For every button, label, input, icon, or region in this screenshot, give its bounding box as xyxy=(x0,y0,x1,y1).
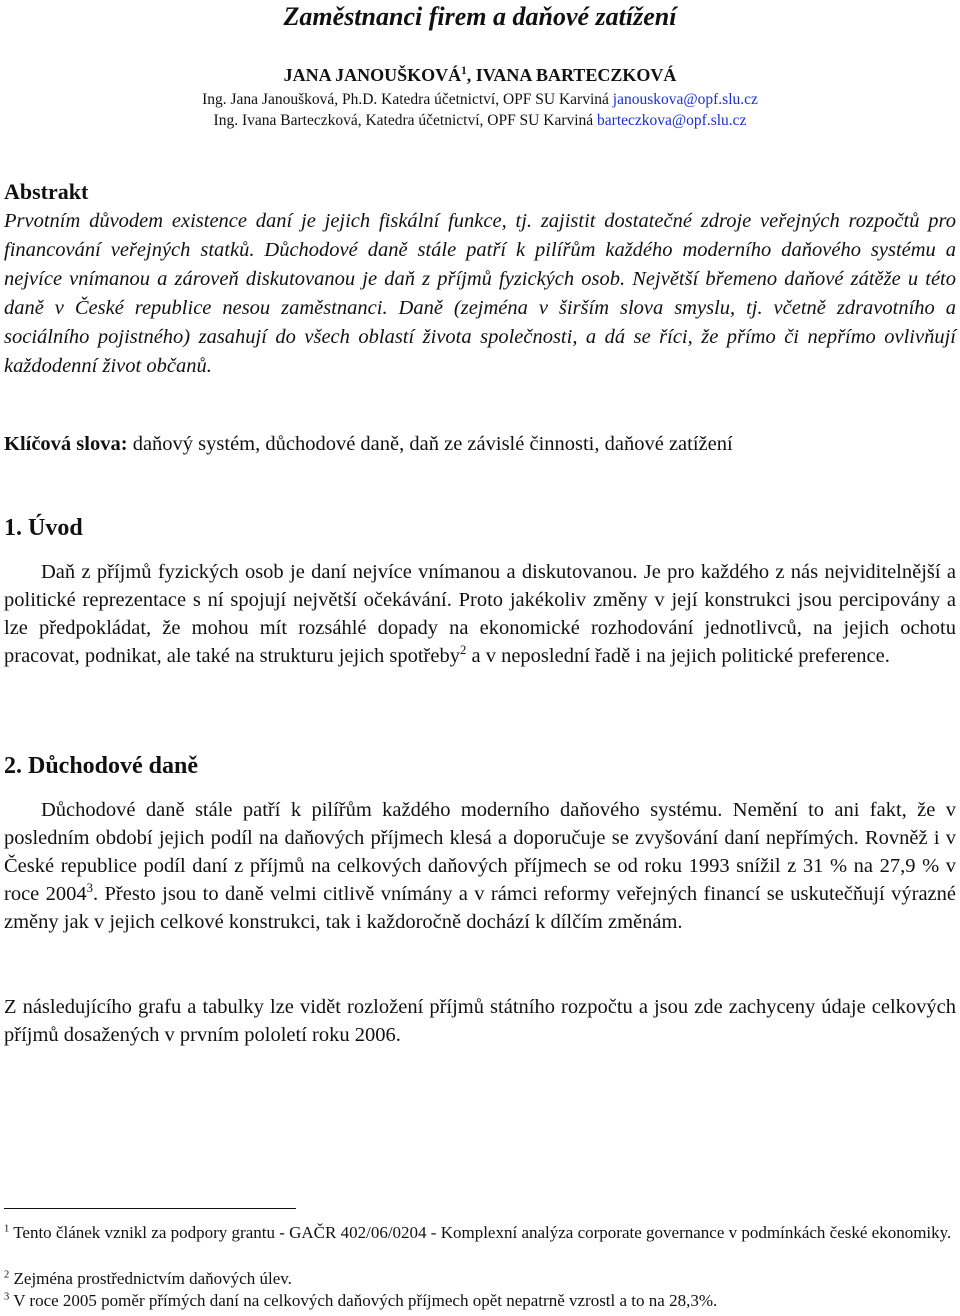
paragraph-text: . Přesto jsou to daně velmi citlivě vnímány a v rámci reformy veřejných financí se uskutečňují výrazné změny jak v jejich celkové konstrukci, tak i každoročně dochází k dílčím změnám. xyxy=(4,883,956,933)
keywords-text: daňový systém, důchodové daně, daň ze závislé činnosti, daňové zatížení xyxy=(127,433,733,455)
footnote-mark: 3 xyxy=(4,1291,10,1303)
keywords-label: Klíčová slova: xyxy=(4,433,128,455)
abstract-text: Prvotním důvodem existence daní je jejich fiskální funkce, tj. zajistit dostatečné zdroje veřejných rozpočtů pro financování veřejných statků. Důchodové daně stále patří k pilířům každého moderního daňového systému a nejvíce vnímanou a zároveň diskutovanou je daň z příjmů fyzických osob. Největší břemeno daňové zátěže u této daně v České republice nesou zaměstnanci. Daně (zejména v širším slova smyslu, tj. včetně zdravotního a sociálního pojistného) zasahují do všech oblastí života společnosti, a dá se říci, že přímo či nepřímo ovlivňují každodenní život občanů. xyxy=(4,210,956,377)
footnote-text: Zejména prostřednictvím daňových úlev. xyxy=(9,1269,292,1288)
author-separator: , xyxy=(466,65,476,85)
footnote xyxy=(4,1290,956,1312)
footnote xyxy=(4,1222,956,1244)
footnote-text: Tento článek vznikl za podpory grantu - GAČR 402/06/0204 - Komplexní analýza corporate governance v podmínkách české ekonomiky. xyxy=(9,1223,952,1242)
footnote xyxy=(4,1268,956,1290)
author-name: JANA JANOUŠKOVÁ xyxy=(283,65,462,85)
body-paragraph xyxy=(4,796,956,936)
footnote-text: V roce 2005 poměr přímých daní na celkových daňových příjmech opět nepatrně vzrostl a to na 28,3%. xyxy=(9,1291,718,1310)
body-paragraph: Z následujícího grafu a tabulky lze vidět rozložení příjmů státního rozpočtu a jsou zde zachyceny údaje celkových příjmů dosažených v prvním pololetí roku 2006. xyxy=(4,996,956,1046)
paragraph-text: a v neposlední řadě i na jejich politické preference. xyxy=(466,645,890,667)
paragraph-text: Daň z příjmů fyzických osob je daní nejvíce vnímanou a diskutovanou. Je pro každého z nás nejviditelnější a politické reprezentace s ní spojují největší očekávání. Proto jakékoliv změny v její konstrukci jsou percipovány a lze předpokládat, že mohou mít rozsáhlé dopady na ekonomické rozhodování jednotlivců, na jejich ochotu pracovat, podnikat, ale také na strukturu jejich spotřeby xyxy=(4,561,956,667)
paper-title: Zaměstnanci firem a daňové zatížení xyxy=(283,2,677,31)
paragraph-text: Důchodové daně stále patří k pilířům každého moderního daňového systému. Nemění to ani fakt, že v posledním období jejich podíl na daňových příjmech klesá a doporučuje se zvyšování daní nepřímých. Rovněž i v České republice podíl daní z příjmů na celkových daňových příjmech se od roku 1993 snížil z 31 % na 27,9 % v roce 2004 xyxy=(4,799,956,905)
section-heading: 1. Úvod xyxy=(4,515,83,541)
author-name: IVANA BARTECZKOVÁ xyxy=(475,65,677,85)
affiliation xyxy=(0,90,960,110)
footnote-ref[interactable]: 2 xyxy=(459,643,467,658)
affiliation-text: Ing. Ivana Barteczková, Katedra účetnictví, OPF SU Karviná xyxy=(213,112,598,129)
abstract-heading: Abstrakt xyxy=(4,179,89,204)
keywords xyxy=(4,430,956,459)
footnote-mark: 2 xyxy=(4,1269,10,1281)
affiliation-text: Ing. Jana Janoušková, Ph.D. Katedra účetnictví, OPF SU Karviná xyxy=(202,91,613,108)
footnote-ref[interactable]: 3 xyxy=(86,881,94,896)
email-link[interactable]: barteczkova@opf.slu.cz xyxy=(597,112,747,129)
footnote-mark: 1 xyxy=(4,1223,10,1235)
footnote-separator xyxy=(4,1208,296,1209)
email-link[interactable]: janouskova@opf.slu.cz xyxy=(612,91,758,108)
footnote-ref[interactable]: 1 xyxy=(461,65,467,77)
author-line xyxy=(0,64,960,86)
affiliation xyxy=(0,111,960,131)
section-heading: 2. Důchodové daně xyxy=(4,753,199,779)
body-paragraph xyxy=(4,558,956,670)
